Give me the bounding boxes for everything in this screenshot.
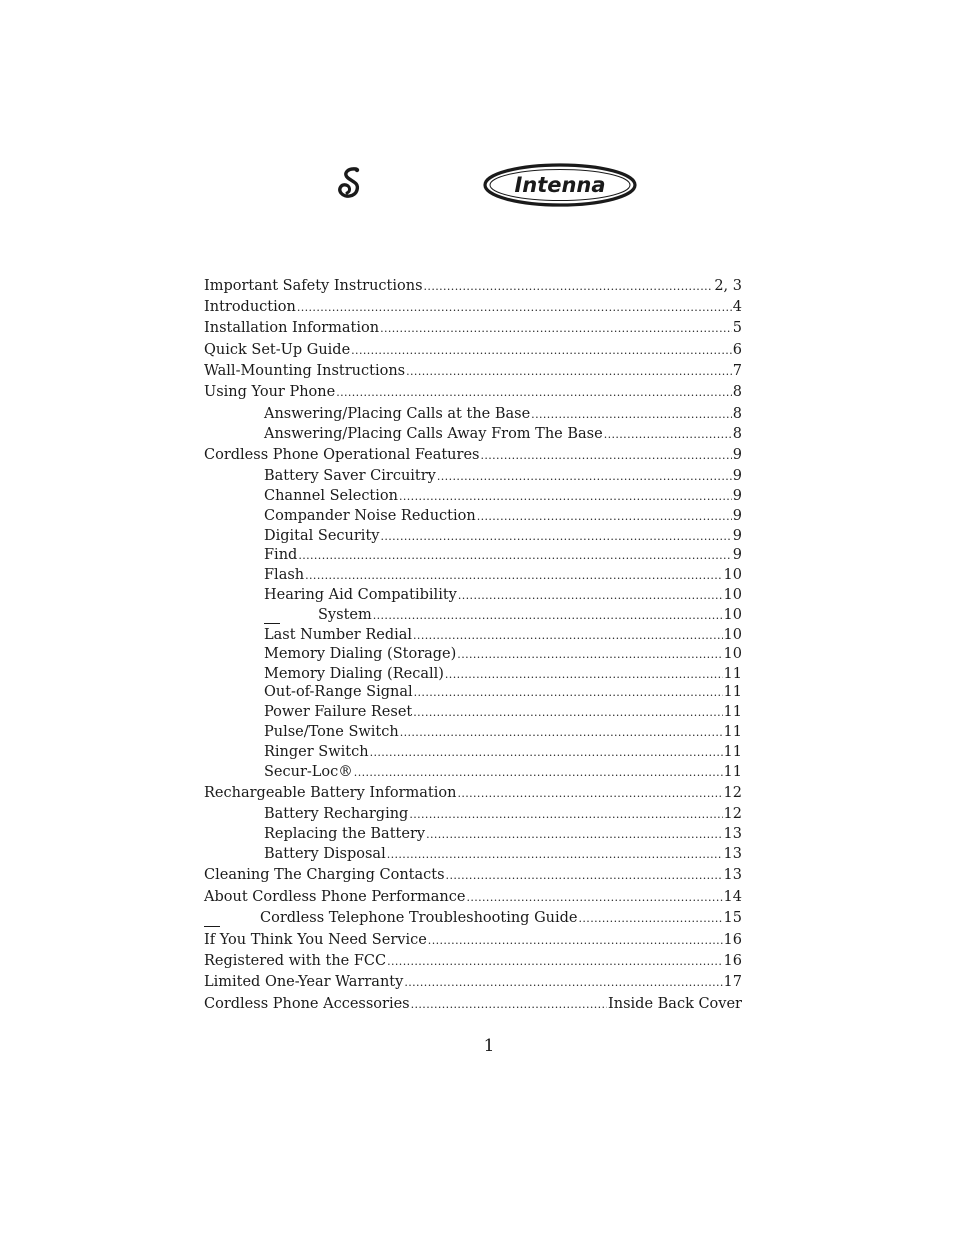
toc-entry-title: If You Think You Need Service <box>204 932 427 948</box>
toc-entry-title: Cordless Phone Operational Features <box>204 447 480 463</box>
toc-entry-title: Cordless Telephone Troubleshooting Guide <box>260 910 578 926</box>
toc-leader-dots <box>480 446 731 464</box>
toc-entry-title: Answering/Placing Calls Away From The Base <box>264 426 603 442</box>
toc-leader-dots <box>305 566 722 584</box>
toc-entry-title: Power Failure Reset <box>264 704 413 720</box>
toc-entry-page: 9 <box>732 508 742 524</box>
intenna-logo-text: Intenna <box>514 173 606 197</box>
toc-entry-title: Battery Disposal <box>264 846 386 862</box>
toc-entry[interactable] <box>204 624 742 644</box>
toc-entry[interactable] <box>204 681 742 701</box>
toc-entry-title: Last Number Redial <box>264 627 413 643</box>
toc-entry[interactable] <box>204 275 742 295</box>
toc-entry-page: 6 <box>732 342 742 358</box>
toc-entry-page: 11 <box>723 764 742 780</box>
toc-entry-page: 8 <box>732 426 742 442</box>
toc-leader-dots <box>406 362 732 380</box>
toc-entry[interactable] <box>204 886 742 906</box>
toc-entry[interactable] <box>204 544 742 564</box>
toc-entry[interactable] <box>204 423 742 443</box>
toc-entry-title: Answering/Placing Calls at the Base <box>264 406 531 422</box>
toc-entry[interactable] <box>204 971 742 991</box>
toc-leader-dots <box>399 487 732 505</box>
toc-leader-dots <box>354 763 723 781</box>
toc-entry-title: Cleaning The Charging Contacts <box>204 867 445 883</box>
toc-entry-title: Introduction <box>204 299 296 315</box>
toc-entry[interactable] <box>204 525 742 545</box>
toc-entry[interactable] <box>204 604 742 624</box>
toc-leader-dots <box>414 683 723 701</box>
toc-leader-dots <box>336 383 732 401</box>
toc-leader-dots <box>373 606 723 624</box>
toc-leader-dots <box>413 703 722 721</box>
toc-entry[interactable] <box>204 782 742 802</box>
blank-underline-mark <box>204 914 220 927</box>
toc-entry-page: 12 <box>723 806 742 822</box>
toc-entry-page: 11 <box>723 744 742 760</box>
toc-leader-dots <box>428 931 723 949</box>
blank-underline-mark <box>264 611 280 624</box>
toc-leader-dots <box>351 341 732 359</box>
toc-entry-page: 11 <box>723 666 742 682</box>
toc-entry-title: Out-of-Range Signal <box>264 684 413 700</box>
toc-leader-dots <box>380 527 731 545</box>
toc-entry[interactable] <box>204 465 742 485</box>
toc-entry[interactable] <box>204 317 742 337</box>
toc-leader-dots <box>426 825 722 843</box>
toc-entry-page: 11 <box>723 704 742 720</box>
toc-leader-dots <box>404 973 722 991</box>
toc-entry-title: Digital Security <box>264 528 380 544</box>
toc-entry[interactable] <box>204 485 742 505</box>
toc-entry-title: Installation Information <box>204 320 380 336</box>
toc-entry-page: 9 <box>732 468 742 484</box>
toc-entry-page: 10 <box>723 627 742 643</box>
toc-entry-title: Memory Dialing (Storage) <box>264 646 457 662</box>
toc-entry-title: Secur-Loc® <box>264 764 353 780</box>
toc-entry-page: 15 <box>723 910 742 926</box>
toc-entry-title: Rechargeable Battery Information <box>204 785 457 801</box>
toc-entry[interactable] <box>204 663 742 683</box>
uniden-swirl-logo-icon <box>335 166 367 202</box>
page-number: 1 <box>483 1036 495 1056</box>
toc-entry[interactable] <box>204 339 742 359</box>
logo-area <box>0 150 954 220</box>
toc-leader-dots <box>400 723 723 741</box>
toc-entry-title: Flash <box>264 567 305 583</box>
toc-entry[interactable] <box>204 741 742 761</box>
toc-leader-dots <box>457 784 722 802</box>
toc-entry-page: 9 <box>732 488 742 504</box>
toc-entry-title: Memory Dialing (Recall) <box>264 666 444 682</box>
toc-entry-page: 16 <box>723 953 742 969</box>
toc-leader-dots <box>446 866 723 884</box>
toc-entry[interactable] <box>204 505 742 525</box>
toc-leader-dots <box>424 277 714 295</box>
toc-entry-title: Battery Saver Circuitry <box>264 468 436 484</box>
toc-leader-dots <box>409 805 722 823</box>
toc-entry[interactable] <box>204 701 742 721</box>
toc-entry-page: 10 <box>723 567 742 583</box>
toc-entry-title: Cordless Phone Accessories <box>204 996 410 1012</box>
toc-leader-dots <box>411 995 607 1013</box>
toc-entry-page: Inside Back Cover <box>608 996 742 1012</box>
toc-entry[interactable] <box>204 643 742 663</box>
toc-leader-dots <box>457 645 722 663</box>
toc-entry-page: 13 <box>723 867 742 883</box>
toc-leader-dots <box>579 909 723 927</box>
toc-entry-page: 10 <box>723 607 742 623</box>
toc-leader-dots <box>531 405 732 423</box>
toc-entry[interactable] <box>204 296 742 316</box>
toc-entry-page: 11 <box>723 724 742 740</box>
toc-entry-page: 17 <box>723 974 742 990</box>
toc-leader-dots <box>604 425 732 443</box>
toc-entry[interactable] <box>204 803 742 823</box>
toc-entry-title: Wall-Mounting Instructions <box>204 363 406 379</box>
toc-entry-page: 2, 3 <box>714 278 742 294</box>
toc-entry-page: 10 <box>723 587 742 603</box>
toc-entry[interactable] <box>204 584 742 604</box>
toc-leader-dots <box>298 546 731 564</box>
toc-leader-dots <box>466 888 722 906</box>
toc-entry-title: Using Your Phone <box>204 384 336 400</box>
toc-entry-title: Limited One-Year Warranty <box>204 974 404 990</box>
toc-entry[interactable] <box>204 929 742 949</box>
toc-entry[interactable] <box>204 761 742 781</box>
toc-entry[interactable] <box>204 444 742 464</box>
toc-entry-title: Replacing the Battery <box>264 826 426 842</box>
toc-entry-title: Compander Noise Reduction <box>264 508 476 524</box>
toc-entry-page: 9 <box>732 528 742 544</box>
toc-entry[interactable] <box>204 403 742 423</box>
intenna-logo <box>482 162 638 208</box>
toc-leader-dots <box>477 507 732 525</box>
toc-leader-dots <box>413 626 723 644</box>
toc-entry-page: 8 <box>732 384 742 400</box>
toc-leader-dots <box>370 743 723 761</box>
toc-leader-dots <box>387 952 722 970</box>
toc-entry-page: 9 <box>732 447 742 463</box>
toc-entry-title: System <box>318 607 372 623</box>
toc-entry-page: 14 <box>723 889 742 905</box>
toc-entry[interactable] <box>204 564 742 584</box>
toc-entry-page: 9 <box>732 547 742 563</box>
toc-entry-title: Important Safety Instructions <box>204 278 423 294</box>
toc-entry[interactable] <box>204 843 742 863</box>
toc-entry-title: Hearing Aid Compatibility <box>264 587 457 603</box>
toc-entry[interactable] <box>204 864 742 884</box>
toc-entry-page: 13 <box>723 826 742 842</box>
toc-entry[interactable] <box>204 950 742 970</box>
toc-entry-page: 13 <box>723 846 742 862</box>
toc-entry[interactable] <box>204 993 742 1013</box>
toc-entry-page: 11 <box>723 684 742 700</box>
toc-leader-dots <box>297 298 732 316</box>
toc-entry-title: Pulse/Tone Switch <box>264 724 399 740</box>
toc-entry[interactable] <box>204 360 742 380</box>
toc-entry[interactable] <box>204 381 742 401</box>
toc-entry-page: 7 <box>732 363 742 379</box>
toc-entry-page: 10 <box>723 646 742 662</box>
toc-entry-page: 16 <box>723 932 742 948</box>
toc-entry-page: 4 <box>732 299 742 315</box>
toc-entry[interactable] <box>204 823 742 843</box>
toc-entry-title: Battery Recharging <box>264 806 409 822</box>
toc-leader-dots <box>437 467 732 485</box>
toc-entry-title: Registered with the FCC <box>204 953 387 969</box>
toc-entry-title: Channel Selection <box>264 488 398 504</box>
toc-entry-title: Find <box>264 547 298 563</box>
toc-entry[interactable] <box>204 721 742 741</box>
toc-entry-page: 5 <box>732 320 742 336</box>
toc-entry[interactable] <box>204 907 742 927</box>
toc-entry-title: Quick Set-Up Guide <box>204 342 351 358</box>
toc-entry-title: Ringer Switch <box>264 744 369 760</box>
toc-leader-dots <box>380 319 732 337</box>
toc-leader-dots <box>387 845 723 863</box>
toc-entry-page: 8 <box>732 406 742 422</box>
toc-entry-title: About Cordless Phone Performance <box>204 889 466 905</box>
toc-leader-dots <box>458 586 723 604</box>
toc-entry-page: 12 <box>723 785 742 801</box>
